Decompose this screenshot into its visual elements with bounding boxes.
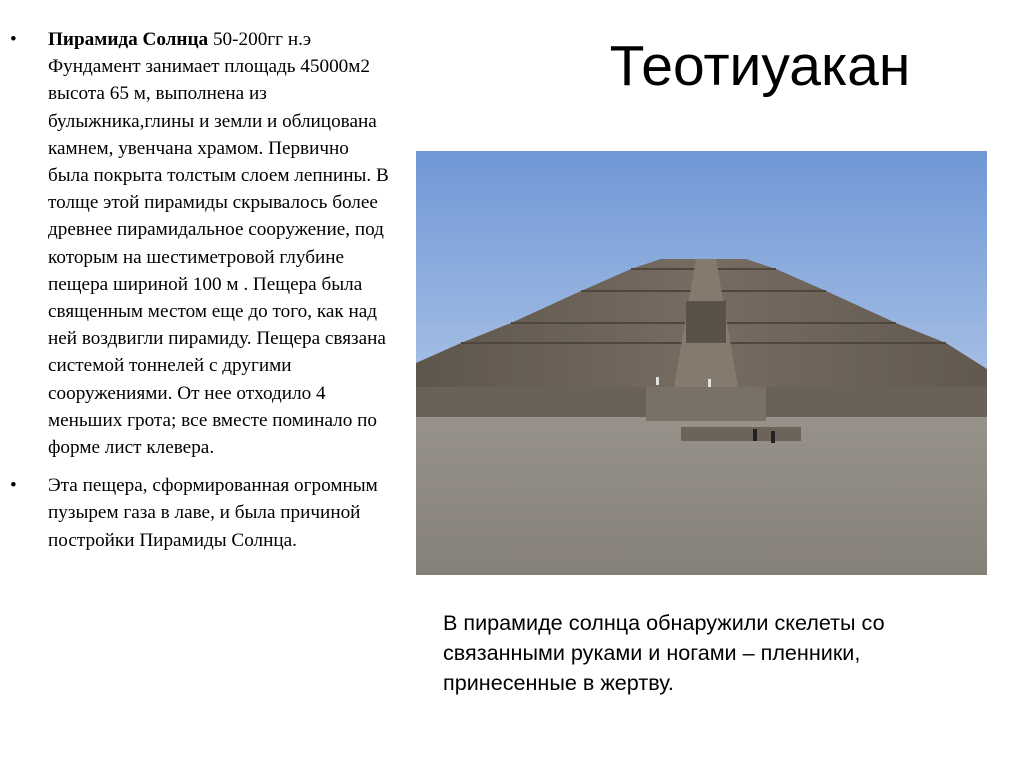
slide-title: Теотиуакан [609,34,911,98]
small-platform [681,427,801,441]
bullet-heading: Пирамида Солнца [48,29,209,50]
visitor-figure [771,431,775,443]
bullet-item-pyramid [10,26,390,461]
caption: В пирамиде солнца обнаружили скелеты со связанными руками и ногами – пленники, принесенные в жертву. [443,610,885,695]
bullet-text: 50-200гг н.э Фундамент занимает площадь 45000м2 высота 65 м, выполнена из булыжника,глины и земли и облицована камнем, увенчана храмом. Первично была покрыта толстым слоем лепнины. В толще этой пирамиды скрывалось более древнее пирамидальное сооружение, под которым на шестиметровой глубине пещера шириной 100 м . Пещера была священным местом еще до того, как над ней воздвигли пирамиду. Пещера связана системой тоннелей с другими сооружениями. От нее отходило 4 меньших грота; все вместе поминало по форме лист клевера. [48,29,389,459]
platform-stairs [646,387,766,421]
pyramid-of-the-sun-photo [416,151,987,575]
bullet-marker: • [10,29,17,50]
bullet-text: Эта пещера, сформированная огромным пузырем газа в лаве, и была причиной постройки Пирамиды Солнца. [48,475,378,551]
visitor-figure [656,377,659,385]
stair-landing [686,301,726,343]
visitor-figure [708,379,711,387]
visitor-figure [753,429,757,441]
bullet-item-cave [10,472,390,554]
bullet-list [10,26,390,565]
bullet-marker: • [10,475,17,497]
